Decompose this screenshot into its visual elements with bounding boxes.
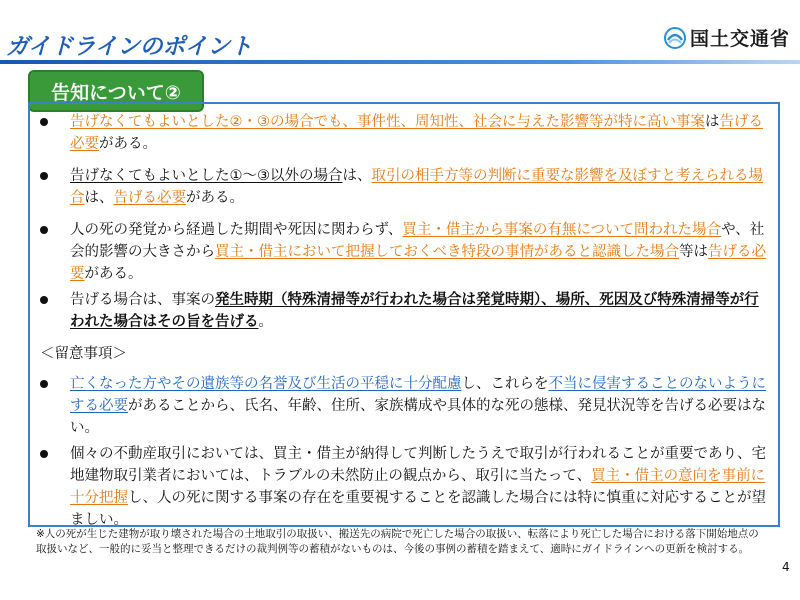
note-2 [40,443,770,531]
note-1 [40,373,770,439]
body-text: があることから、氏名、年齢、住所、家族構成や具体的な死の態様、発見状況等を告げる必要はない。 [70,398,766,436]
body-text: 人の死の発覚から経過した期間や死因に関わらず、 [70,222,403,238]
highlight-text: 亡くなった方やその遺族等の名誉及び生活の平穏に十分配慮 [70,376,462,392]
highlight-text: 不当に侵害することのないようにする必要 [70,376,766,414]
page-title: ガイドラインのポイント [6,34,253,60]
underlined-text: 告げなくてもよいとした①～③以外の場合 [70,168,343,184]
emphasis-text: 告げなくてもよいとした②・③の場合でも、事件性、周知性、社会に与えた影響等が特に高い事案 [70,114,705,130]
emphasis-text: 告げる必要 [70,114,763,152]
bullet-icon [40,380,48,388]
ministry-logo [664,24,790,51]
body-text: し、人の死に関する事案の存在を重要視することを認識した場合には特に慎重に対応することが望ましい。 [70,490,766,528]
point-2 [40,165,770,209]
underlined-text: 発生時期（特殊清掃等が行われた場合は発覚時期）、場所、死因及び特殊清掃等が行われた場合はその旨を告げる [70,292,759,330]
emphasis-text: 告げる必要 [113,190,186,206]
body-text: や、社会的影響の大きさから [70,222,765,260]
point-3 [40,219,770,285]
bullet-icon [40,296,48,304]
body-text: は、 [342,168,372,184]
body-text: 等は [679,244,708,260]
body-text: は、 [84,190,114,206]
bullet-icon [40,450,48,458]
mlit-logo-icon [664,27,686,49]
body-text: 告げる場合は、事案の [70,292,215,308]
body-text: がある。 [84,266,143,282]
emphasis-text: 買主・借主の意向を事前に十分把握 [70,468,766,506]
body-text: 個々の不動産取引においては、買主・借主が納得して判断したうえで取引が行われることが重要であり、宅地建物取引業者においては、トラブルの未然防止の観点から、取引に当たって、 [70,446,766,484]
emphasis-text: 買主・借主において把握しておくべき特段の事情があると認識した場合 [215,244,679,260]
ministry-name: 国土交通省 [690,28,791,50]
bullet-icon [40,118,48,126]
content-box [28,102,780,527]
notes-heading: ＜留意事項＞ [40,346,127,362]
point-1 [40,111,770,155]
body-text: 。 [258,314,273,330]
header-divider [0,60,800,64]
body-text: がある。 [186,190,244,206]
footnote: ※人の死が生じた建物が取り壊された場合の土地取引の取扱い、搬送先の病院で死亡した場合の取扱い、転落により死亡した場合における落下開始地点の取扱いなど、一般的に妥当と整理できるだけの裁判例等の蓄積がないものは、今後の事例の蓄積を踏まえて、適時にガイドラインへの更新を検討する。 [36,528,759,555]
body-text: し、これらを [461,376,549,392]
body-text: は [705,114,720,130]
emphasis-text: 告げる必要 [70,244,766,282]
emphasis-text: 買主・借主から事案の有無について問われた場合 [402,222,722,238]
body-text: がある。 [99,136,157,152]
bullet-icon [40,226,48,234]
page-number: 4 [782,560,790,574]
point-4 [40,289,770,333]
section-tab: 告知について② [28,70,204,112]
bullet-icon [40,172,48,180]
emphasis-text: 取引の相手方等の判断に重要な影響を及ぼすと考えられる場合 [70,168,763,206]
